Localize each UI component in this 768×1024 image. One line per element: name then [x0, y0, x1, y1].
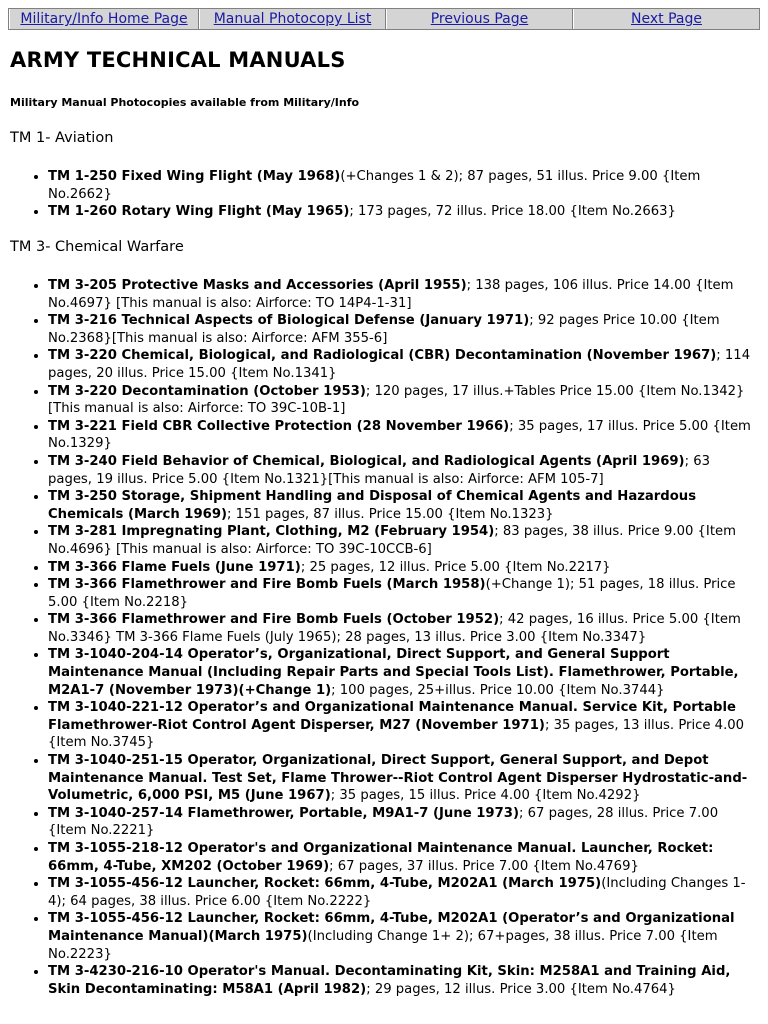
home-page-link[interactable]: Military/Info Home Page	[20, 11, 188, 27]
manual-details: ; 63 pages, 19 illus. Price 5.00 {Item No.1321}[This manual is also: Airforce: AFM 105-7]	[48, 453, 711, 487]
manual-details: ; 173 pages, 72 illus. Price 18.00 {Item No.2663}	[349, 204, 676, 220]
manual-details: ; 67 pages, 37 illus. Price 7.00 {Item No.4769}	[329, 858, 639, 874]
manual-title: TM 3-1040-221-12 Operator’s and Organizational Maintenance Manual. Service Kit, Portable Flamethrower-Riot Control Agent Disperser, M27 (November 1971)	[48, 700, 736, 733]
list-item	[48, 646, 760, 699]
manual-details: ; 35 pages, 15 illus. Price 4.00 {Item No.4292}	[330, 788, 641, 804]
list-item	[48, 203, 760, 221]
list-item	[48, 699, 760, 752]
manual-details: (+Change 1); 51 pages, 18 illus. Price 5.00 {Item No.2218}	[48, 577, 736, 610]
page-title: ARMY TECHNICAL MANUALS	[10, 48, 346, 72]
manual-title: TM 3-220 Chemical, Biological, and Radiological (CBR) Decontamination (November 1967)	[48, 348, 717, 364]
manual-title: TM 3-240 Field Behavior of Chemical, Biological, and Radiological Agents (April 1969)	[48, 453, 685, 469]
manual-title: TM 3-366 Flame Fuels (June 1971)	[48, 559, 301, 575]
list-item	[48, 312, 760, 347]
list-item	[48, 453, 760, 488]
aviation-manual-list	[30, 168, 760, 221]
manual-details: ; 29 pages, 12 illus. Price 3.00 {Item No.4764}	[366, 981, 676, 997]
next-page-link[interactable]: Next Page	[631, 11, 702, 27]
nav-cell-previous	[386, 9, 573, 29]
manual-details: ; 67 pages, 28 illus. Price 7.00 {Item No.2221}	[48, 805, 719, 839]
top-navigation-bar	[8, 8, 760, 30]
manual-title: TM 3-1040-257-14 Flamethrower, Portable, M9A1-7 (June 1973)	[48, 805, 519, 821]
manual-title: TM 3-1055-456-12 Launcher, Rocket: 66mm, 4-Tube, M202A1 (March 1975)	[48, 876, 602, 892]
manual-title: TM 3-221 Field CBR Collective Protection (28 November 1966)	[48, 418, 510, 434]
manual-title: TM 3-1055-218-12 Operator's and Organizational Maintenance Manual. Launcher, Rocket: 66mm, 4-Tube, XM202 (October 1969)	[48, 841, 714, 874]
list-item	[48, 752, 760, 805]
manual-details: ; 35 pages, 13 illus. Price 4.00 {Item No.3745}	[48, 717, 745, 751]
manual-title: TM 3-216 Technical Aspects of Biological Defense (January 1971)	[48, 313, 530, 329]
manual-details: ; 92 pages Price 10.00 {Item No.2368}[This manual is also: Airforce: AFM 355-6]	[48, 313, 720, 346]
list-item	[48, 383, 760, 418]
section-title-aviation: TM 1- Aviation	[10, 130, 114, 146]
nav-cell-next	[573, 9, 759, 29]
manual-details: (Including Change 1+ 2); 67+pages, 38 illus. Price 7.00 {Item No.2223}	[48, 928, 718, 962]
list-item	[48, 875, 760, 910]
manual-title: TM 1-250 Fixed Wing Flight (May 1968)	[48, 169, 341, 184]
manual-details: (Including Changes 1-4); 64 pages, 38 illus. Price 6.00 {Item No.2222}	[48, 876, 746, 909]
manual-title: TM 3-366 Flamethrower and Fire Bomb Fuels (March 1958)	[48, 577, 486, 593]
manual-details: (+Changes 1 & 2); 87 pages, 51 illus. Price 9.00 {Item No.2662}	[48, 169, 701, 202]
list-item	[48, 523, 760, 558]
manual-title: TM 1-260 Rotary Wing Flight (May 1965)	[48, 204, 350, 220]
manual-title: TM 3-4230-216-10 Operator's Manual. Decontaminating Kit, Skin: M258A1 and Training Aid, Skin Decontaminating: M58A1 (April 1982)	[48, 964, 731, 997]
list-item	[48, 418, 760, 453]
manual-title: TM 3-1055-456-12 Launcher, Rocket: 66mm, 4-Tube, M202A1 (Operator’s and Organizational Maintenance Manual)(March 1975)	[48, 911, 735, 944]
list-item	[48, 168, 760, 203]
list-item	[48, 805, 760, 840]
list-item	[48, 611, 760, 646]
manual-details: ; 151 pages, 87 illus. Price 15.00 {Item No.1323}	[227, 506, 554, 522]
manual-title: TM 3-250 Storage, Shipment Handling and Disposal of Chemical Agents and Hazardous Chemicals (March 1969)	[48, 489, 697, 522]
nav-cell-home	[9, 9, 199, 29]
manual-title: TM 3-281 Impregnating Plant, Clothing, M2 (February 1954)	[48, 524, 495, 540]
manual-details: ; 114 pages, 20 illus. Price 15.00 {Item No.1341}	[48, 348, 751, 381]
section-title-chemical-warfare: TM 3- Chemical Warfare	[10, 239, 184, 255]
photocopy-list-link[interactable]: Manual Photocopy List	[213, 11, 372, 27]
list-item	[48, 347, 760, 382]
manual-title: TM 3-1040-204-14 Operator’s, Organizational, Direct Support, and General Support Maintenance Manual (Including Repair Parts and Special Tools List). Flamethrower, Portable, M2A1-7 (November 1973)(+Change 1)	[48, 647, 739, 698]
list-item	[48, 963, 760, 998]
list-item	[48, 576, 760, 611]
nav-cell-photocopy	[199, 9, 386, 29]
manual-details: ; 83 pages, 38 illus. Price 9.00 {Item No.4696} [This manual is also: Airforce: TO 39C-10CCB-6]	[48, 524, 736, 557]
list-item	[48, 840, 760, 875]
manual-details: ; 120 pages, 17 illus.+Tables Price 15.00 {Item No.1342} [This manual is also: Airforce: TO 39C-10B-1]	[48, 383, 745, 417]
page-subtitle: Military Manual Photocopies available from Military/Info	[10, 96, 360, 109]
list-item	[48, 488, 760, 523]
chemical-warfare-manual-list	[30, 277, 760, 998]
manual-details: ; 25 pages, 12 illus. Price 5.00 {Item No.2217}	[300, 559, 611, 575]
list-item	[48, 559, 760, 577]
manual-title: TM 3-220 Decontamination (October 1953)	[48, 383, 366, 399]
manual-details: ; 35 pages, 17 illus. Price 5.00 {Item No.1329}	[48, 418, 751, 452]
list-item	[48, 910, 760, 963]
manual-title: TM 3-1040-251-15 Operator, Organizational, Direct Support, General Support, and Depot Maintenance Manual. Test Set, Flame Thrower--Riot Control Agent Disperser Hydrostatic-and-Volumetric, 6,000 PSI, M5 (June 1967)	[48, 753, 748, 804]
list-item	[48, 277, 760, 312]
manual-details: ; 138 pages, 106 illus. Price 14.00 {Item No.4697} [This manual is also: Airforce: TO 14P4-1-31]	[48, 278, 734, 311]
previous-page-link[interactable]: Previous Page	[430, 11, 529, 27]
manual-title: TM 3-205 Protective Masks and Accessories (April 1955)	[48, 278, 467, 293]
manual-title: TM 3-366 Flamethrower and Fire Bomb Fuels (October 1952)	[48, 612, 500, 628]
manual-details: ; 42 pages, 16 illus. Price 5.00 {Item No.3346} TM 3-366 Flame Fuels (July 1965); 28 pages, 13 illus. Price 3.00 {Item No.3347}	[48, 612, 741, 645]
manual-details: ; 100 pages, 25+illus. Price 10.00 {Item No.3744}	[331, 682, 665, 698]
